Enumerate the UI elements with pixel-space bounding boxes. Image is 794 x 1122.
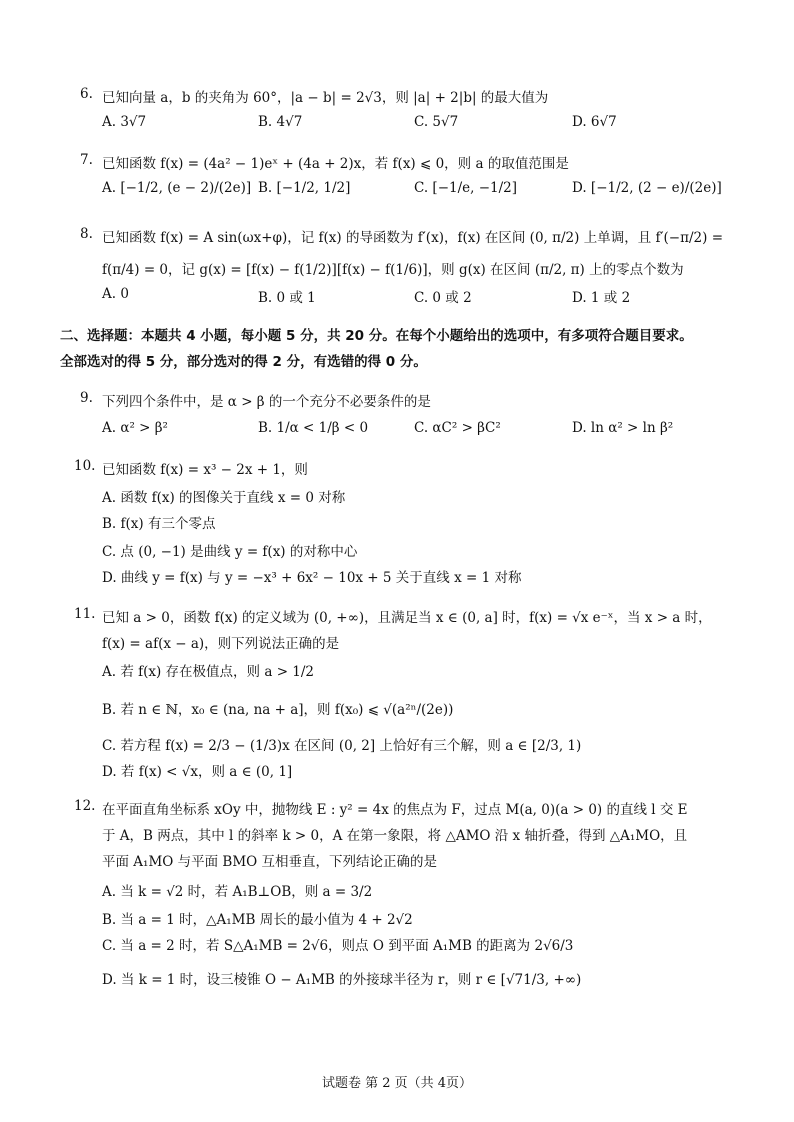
question-12-stem-line-3: 平面 A₁MO 与平面 BMO 互相垂直，下列结论正确的是	[102, 854, 438, 870]
q9-option-a: A. α² > β²	[102, 420, 168, 436]
question-8-number: 8.	[80, 226, 93, 242]
q7-option-d: D. [−1/2, (2 − e)/(2e)]	[572, 180, 722, 196]
q6-option-b: B. 4√7	[258, 114, 303, 130]
q9-option-d: D. ln α² > ln β²	[572, 420, 674, 436]
question-12-number: 12.	[74, 798, 96, 814]
question-12-stem-line-1: 在平面直角坐标系 xOy 中，抛物线 E : y² = 4x 的焦点为 F，过点 M(a, 0)(a > 0) 的直线 l 交 E	[102, 802, 688, 818]
question-9-stem: 下列四个条件中，是 α > β 的一个充分不必要条件的是	[102, 394, 431, 410]
question-11-number: 11.	[74, 606, 96, 622]
q12-option-d: D. 当 k = 1 时，设三棱锥 O − A₁MB 的外接球半径为 r，则 r ∈ [√71/3, +∞)	[102, 972, 582, 988]
question-8-stem-line-2: f(π/4) = 0，记 g(x) = [f(x) − f(1/2)][f(x) − f(1/6)]，则 g(x) 在区间 (π/2, π) 上的零点个数为	[102, 262, 684, 278]
question-10-stem: 已知函数 f(x) = x³ − 2x + 1，则	[102, 462, 308, 478]
section-2-heading-line-1: 二、选择题：本题共 4 小题，每小题 5 分，共 20 分。在每个小题给出的选项中，有多项符合题目要求。	[60, 328, 693, 344]
q12-option-c: C. 当 a = 2 时，若 S△A₁MB = 2√6，则点 O 到平面 A₁MB 的距离为 2√6/3	[102, 938, 574, 954]
q9-option-b: B. 1/α < 1/β < 0	[258, 420, 369, 436]
question-7-stem: 已知函数 f(x) = (4a² − 1)eˣ + (4a + 2)x，若 f(x) ⩽ 0，则 a 的取值范围是	[102, 156, 569, 172]
q6-option-c: C. 5√7	[414, 114, 459, 130]
section-2-heading-line-2: 全部选对的得 5 分，部分选对的得 2 分，有选错的得 0 分。	[60, 354, 427, 370]
q12-option-b: B. 当 a = 1 时，△A₁MB 周长的最小值为 4 + 2√2	[102, 912, 413, 928]
q11-option-c: C. 若方程 f(x) = 2/3 − (1/3)x 在区间 (0, 2] 上恰好有三个解，则 a ∈ [2/3, 1)	[102, 738, 582, 754]
question-11-stem-line-2: f(x) = af(x − a)，则下列说法正确的是	[102, 636, 340, 652]
q7-option-a: A. [−1/2, (e − 2)/(2e)]	[102, 180, 252, 196]
q7-option-c: C. [−1/e, −1/2]	[414, 180, 518, 196]
question-12-stem-line-2: 于 A，B 两点，其中 l 的斜率 k > 0，A 在第一象限，将 △AMO 沿 x 轴折叠，得到 △A₁MO，且	[102, 828, 688, 844]
q11-option-b: B. 若 n ∈ ℕ，x₀ ∈ (na, na + a]，则 f(x₀) ⩽ √(a²ⁿ/(2e))	[102, 702, 454, 718]
question-9-number: 9.	[80, 390, 93, 406]
q10-option-b: B. f(x) 有三个零点	[102, 516, 216, 532]
q11-option-d: D. 若 f(x) < √x，则 a ∈ (0, 1]	[102, 764, 293, 780]
q10-option-d: D. 曲线 y = f(x) 与 y = −x³ + 6x² − 10x + 5 关于直线 x = 1 对称	[102, 570, 522, 586]
q8-option-b: B. 0 或 1	[258, 290, 316, 306]
question-11-stem-line-1: 已知 a > 0，函数 f(x) 的定义域为 (0, +∞)，且满足当 x ∈ (0, a] 时，f(x) = √x e⁻ˣ，当 x > a 时，	[102, 610, 712, 626]
q8-option-c: C. 0 或 2	[414, 290, 472, 306]
q7-option-b: B. [−1/2, 1/2]	[258, 180, 351, 196]
question-6-stem: 已知向量 a，b 的夹角为 60°，|a − b| = 2√3，则 |a| + 2|b| 的最大值为	[102, 90, 549, 106]
question-7-number: 7.	[80, 152, 93, 168]
question-6-number: 6.	[80, 86, 93, 102]
question-10-number: 10.	[74, 458, 96, 474]
q6-option-a: A. 3√7	[102, 114, 147, 130]
q8-option-d: D. 1 或 2	[572, 290, 631, 306]
q11-option-a: A. 若 f(x) 存在极值点，则 a > 1/2	[102, 664, 315, 680]
q6-option-d: D. 6√7	[572, 114, 617, 130]
q8-option-a: A. 0	[102, 286, 129, 302]
q10-option-c: C. 点 (0, −1) 是曲线 y = f(x) 的对称中心	[102, 544, 358, 560]
q12-option-a: A. 当 k = √2 时，若 A₁B⊥OB，则 a = 3/2	[102, 884, 373, 900]
q9-option-c: C. αC² > βC²	[414, 420, 501, 436]
page-footer: 试题卷 第 2 页（共 4页）	[321, 1076, 473, 1091]
q10-option-a: A. 函数 f(x) 的图像关于直线 x = 0 对称	[102, 490, 346, 506]
question-8-stem-line-1: 已知函数 f(x) = A sin(ωx+φ)，记 f(x) 的导函数为 f′(x)，f(x) 在区间 (0, π/2) 上单调，且 f′(−π/2) =	[102, 230, 723, 246]
